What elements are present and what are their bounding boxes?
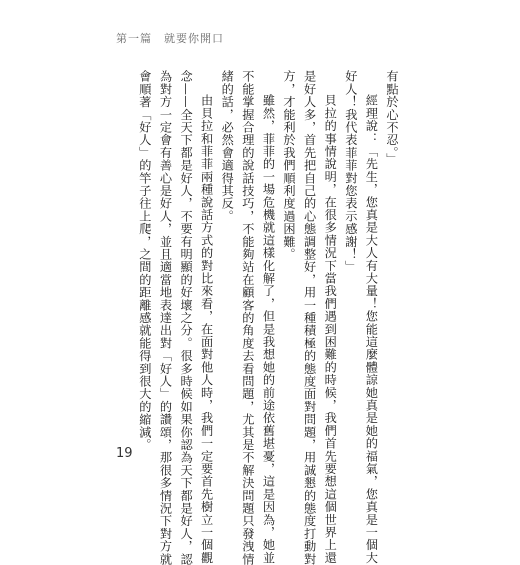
text-line: 雖然，菲菲的一場危機就這樣化解了，但是我想她的前途依舊堪憂，這是因為，她並 [261, 94, 276, 565]
text-line: 不能掌握合理的說話技巧，不能夠站在顧客的角度去看問題，尤其是不解決問題只發洩情 [240, 70, 255, 565]
text-line: 有點於心不忍。」 [385, 70, 399, 166]
text-line: 好人！我代表菲菲對您表示感謝！」 [343, 70, 358, 274]
text-line: 是好人多，首先把自己的心態調整好，用一種積極的態度面對問題，用誠懇的態度打動對 [302, 70, 317, 565]
chapter-label: 第一篇 [116, 32, 152, 45]
running-header [116, 30, 224, 46]
chapter-title: 就要你開口 [164, 32, 224, 45]
text-line: 為對方一定會有善心是好人，並且適當地表達出對「好人」的讚頌，那很多情況下對方就 [158, 70, 173, 565]
text-line: 會順著「好人」的竿子往上爬，之間的距離感就能得到很大的縮減。 [137, 70, 152, 451]
text-line: 由貝拉和菲菲兩種說話方式的對比來看，在面對他人時，我們一定要首先樹立一個觀 [199, 94, 214, 565]
page-number: 19 [116, 446, 133, 461]
body-text [134, 70, 402, 565]
text-line: 貝拉的事情說明，在很多情況下當我們遇到困難的時候，我們首先要想這個世界上還 [323, 94, 338, 565]
text-line: 方，才能利於我們順利度過困難。 [282, 70, 297, 261]
text-line: 念——全天下都是好人，不要有明顯的好壞之分。很多時候如果你認為天下都是好人，認 [179, 70, 194, 565]
text-line: 緒的話，必然會適得其反。 [220, 70, 235, 223]
text-line: 經理說：「先生，您真是大人有大量！您能這麼體諒她真是她的福氣，您真是一個大 [364, 94, 379, 565]
